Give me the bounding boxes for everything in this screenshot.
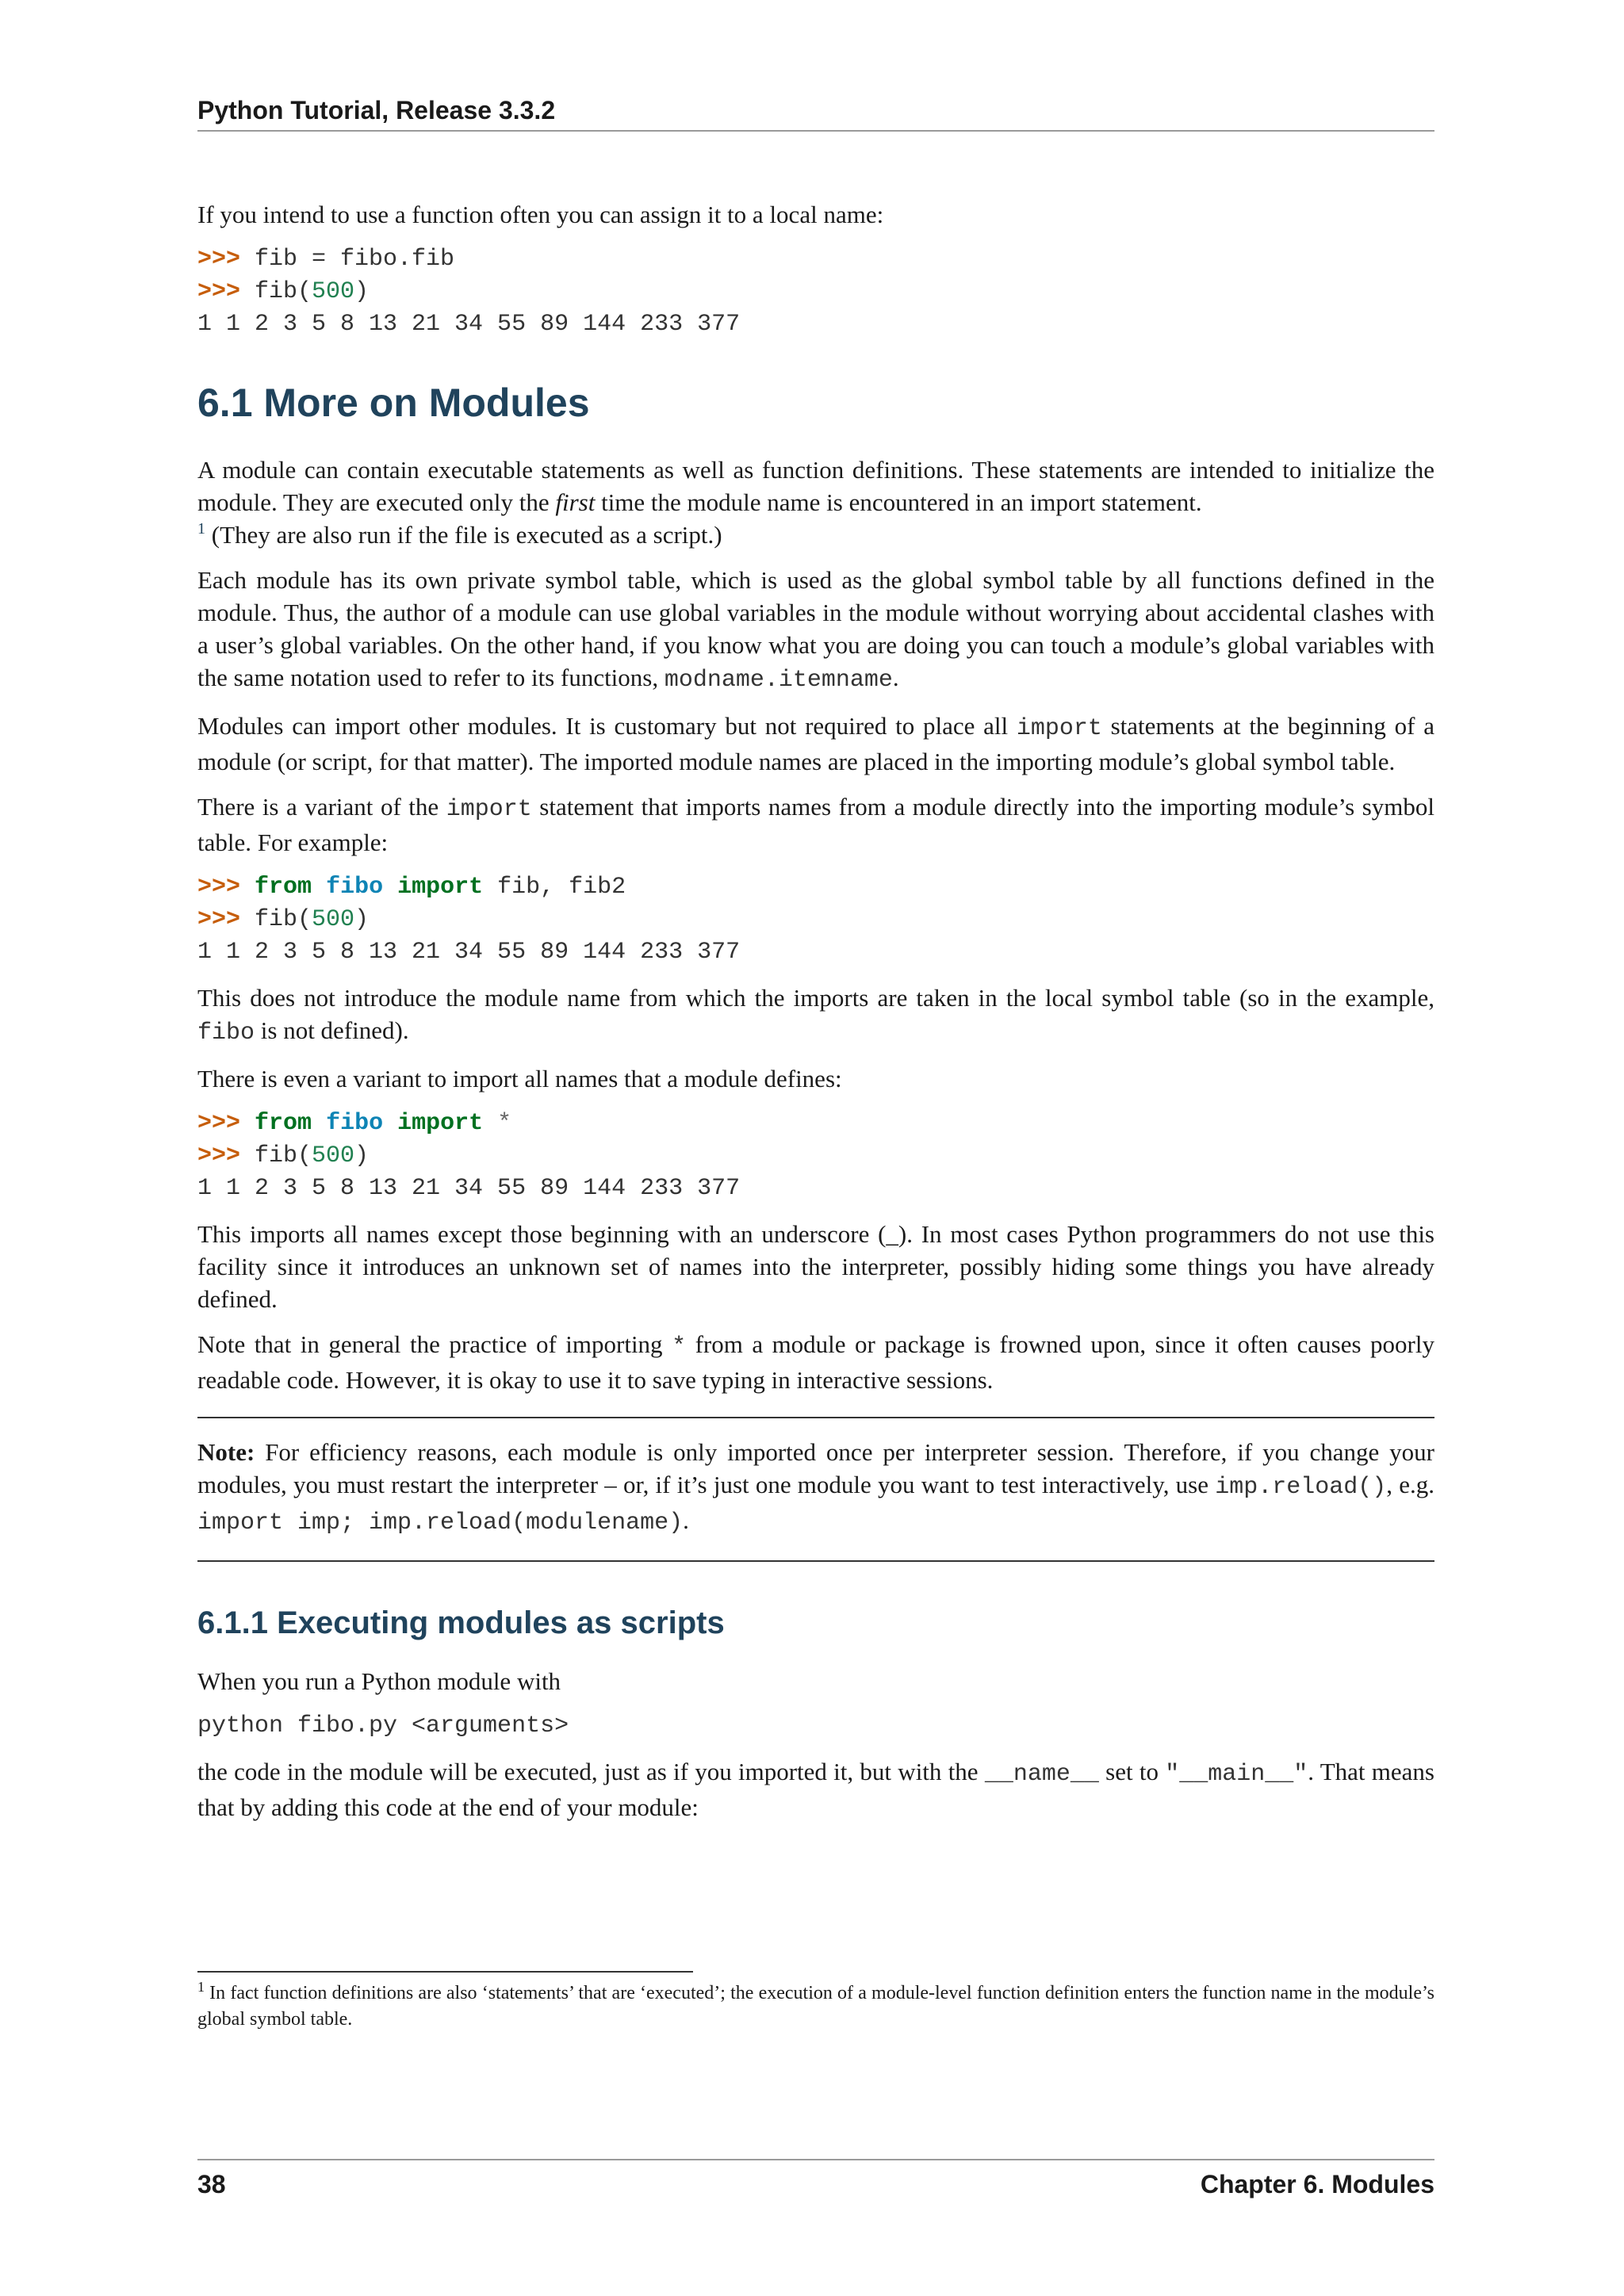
header-title: Python Tutorial, Release 3.3.2 [197, 96, 556, 124]
note-box [197, 1417, 1434, 1562]
running-footer [197, 2159, 1434, 2208]
note-text: Note: For efficiency reasons, each module is only imported once per interpreter session. Therefore, if you change your modules, you must restart the interpreter – or, if it’s just one module you want to test interactively, use imp.reload(), e.g. import imp; imp.reload(modulename). [197, 1438, 1434, 1536]
paragraph-run-module: When you run a Python module with [197, 1667, 561, 1695]
code-block-assign: >>> fib = fibo.fib >>> fib(500) 1 1 2 3 5 8 13 21 34 55 89 144 233 377 [197, 246, 741, 338]
paragraph-no-module-name: This does not introduce the module name from which the imports are taken in the local symbol table (so in the example, fibo is not defined). [197, 984, 1434, 1047]
footnote-rule [197, 1971, 693, 1973]
paragraph-import-variant: There is a variant of the import statement that imports names from a module directly into the importing module’s symbol table. For example: [197, 793, 1434, 856]
paragraph-import-all: There is even a variant to import all names that a module defines: [197, 1065, 842, 1093]
paragraph-frowned-upon: Note that in general the practice of importing * from a module or package is frowned upon, since it often causes poorly readable code. However, it is okay to use it to save typing in interactive sessions. [197, 1330, 1434, 1394]
paragraph-module-statements: A module can contain executable statements as well as function definitions. These statements are intended to initialize the module. They are executed only the first time the module name is encountered in an import statement. $^1$ (They are also run if the file is executed as a script.) [197, 456, 1434, 549]
footnote-1: $^1$ In fact function definitions are also ‘statements’ that are ‘executed’; the execution of a module-level function definition enters the function name in the module’s global symbol table. [197, 1979, 1434, 2030]
code-block-from-import: >>> from fibo import fib, fib2 >>> fib(500) 1 1 2 3 5 8 13 21 34 55 89 144 233 377 [197, 874, 741, 966]
section-heading: 6.1 More on Modules [197, 381, 590, 425]
footnotes [197, 1971, 1434, 2033]
running-header [197, 90, 1434, 132]
paragraph-name-main: the code in the module will be executed, just as if you imported it, but with the __name__ set to "__main__". That means that by adding this code at the end of your module: [197, 1758, 1434, 1821]
paragraph-import-modules: Modules can import other modules. It is customary but not required to place all import statements at the beginning of a module (or script, for that matter). The imported module names are placed in the importing module’s global symbol table. [197, 712, 1434, 775]
intro-paragraph: If you intend to use a function often you can assign it to a local name: [197, 201, 884, 228]
page-number: 38 [197, 2170, 226, 2198]
paragraph-symbol-table: Each module has its own private symbol table, which is used as the global symbol table by all functions defined in the module. Thus, the author of a module can use global variables in the module without worrying about accidental clashes with a user’s global variables. On the other hand, if you know what you are doing you can touch a module’s global variables with the same notation used to refer to its functions, modname.itemname. [197, 566, 1434, 694]
note-label: Note: [197, 1438, 255, 1466]
page-body [197, 198, 1434, 1836]
subsection-heading: 6.1.1 Executing modules as scripts [197, 1605, 725, 1640]
code-block-import-star: >>> from fibo import * >>> fib(500) 1 1 2 3 5 8 13 21 34 55 89 144 233 377 [197, 1110, 741, 1202]
command-line: python fibo.py <arguments> [197, 1712, 569, 1739]
chapter-label: Chapter 6. Modules [1200, 2170, 1434, 2198]
footnote-ref-1[interactable]: 1 [197, 520, 205, 538]
paragraph-underscore: This imports all names except those beginning with an underscore (_). In most cases Python programmers do not use this facility since it introduces an unknown set of names into the interpreter, possibly hiding some things you have already defined. [197, 1220, 1434, 1313]
